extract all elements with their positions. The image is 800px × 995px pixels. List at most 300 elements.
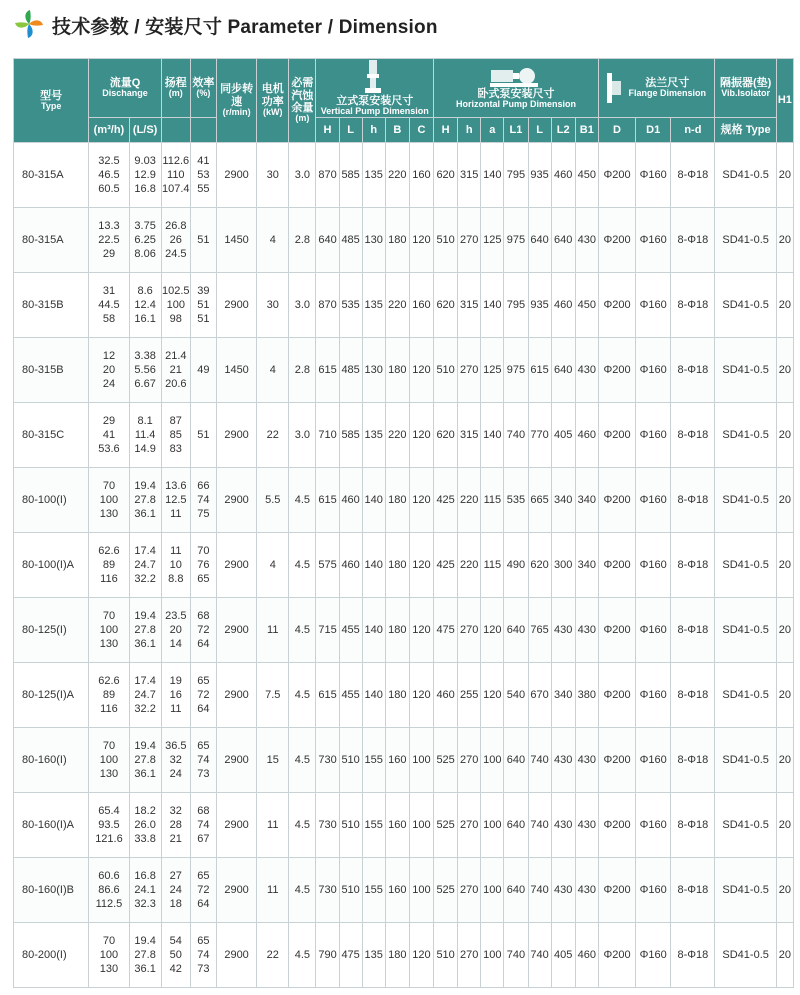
cell-efficiency-value: 55 — [197, 182, 210, 195]
cell-model: 80-315A — [14, 207, 89, 272]
cell-horizontal-2: 120 — [481, 662, 504, 727]
cell-npsh: 2.8 — [289, 207, 316, 272]
cell-flow-ls — [129, 857, 161, 922]
table-row — [14, 792, 794, 857]
cell-horizontal-2: 140 — [481, 142, 504, 207]
cell-vertical-1: 510 — [339, 727, 362, 792]
header-horizontal-3: L1 — [504, 117, 528, 142]
cell-vertical-2: 130 — [362, 207, 385, 272]
cell-flow-ls — [129, 467, 161, 532]
cell-flow-ls-value: 24.7 — [134, 688, 156, 701]
header-horizontal-pump: 卧式泵安装尺寸 Horizontal Pump Dimension — [434, 59, 599, 118]
cell-head-value: 32 — [169, 753, 182, 766]
cell-flow-ls — [129, 727, 161, 792]
header-model: 型号 Type — [14, 59, 89, 143]
cell-vertical-3: 180 — [385, 532, 409, 597]
cell-horizontal-2: 100 — [481, 792, 504, 857]
cell-horizontal-1: 270 — [458, 727, 481, 792]
cell-horizontal-5: 640 — [551, 337, 575, 402]
cell-vertical-2: 155 — [362, 727, 385, 792]
cell-horizontal-6: 450 — [575, 142, 598, 207]
cell-vertical-4: 120 — [409, 402, 433, 467]
cell-head-value: 107.4 — [162, 182, 190, 195]
cell-efficiency-value: 51 — [197, 428, 210, 441]
cell-head-value: 27 — [169, 869, 182, 882]
cell-horizontal-6: 430 — [575, 337, 598, 402]
header-head: 扬程 (m) — [161, 59, 190, 118]
header-horizontal-1: h — [458, 117, 481, 142]
header-vertical-0: H — [316, 117, 339, 142]
header-h1: H1 — [776, 59, 793, 143]
cell-vertical-0: 615 — [316, 337, 339, 402]
cell-model: 80-315B — [14, 337, 89, 402]
cell-flow-ls-value: 19.4 — [134, 609, 156, 622]
cell-horizontal-3: 740 — [504, 402, 528, 467]
cell-flow-m3h-value: 60.6 — [98, 869, 120, 882]
cell-horizontal-4: 670 — [528, 662, 551, 727]
cell-flow-m3h-value: 62.6 — [98, 674, 120, 687]
header-horizontal-2: a — [481, 117, 504, 142]
cell-vertical-0: 575 — [316, 532, 339, 597]
cell-npsh: 4.5 — [289, 467, 316, 532]
cell-power: 7.5 — [257, 662, 289, 727]
cell-horizontal-1: 270 — [458, 922, 481, 987]
cell-efficiency — [190, 792, 216, 857]
cell-efficiency-value: 64 — [197, 702, 210, 715]
cell-vertical-4: 120 — [409, 532, 433, 597]
cell-flange-0: Φ200 — [598, 922, 635, 987]
cell-vertical-3: 180 — [385, 467, 409, 532]
table-row — [14, 402, 794, 467]
cell-h1: 20 — [776, 727, 793, 792]
cell-power: 4 — [257, 532, 289, 597]
cell-vertical-2: 140 — [362, 597, 385, 662]
cell-flow-m3h — [89, 662, 129, 727]
cell-head-value: 50 — [169, 948, 182, 961]
cell-vertical-4: 100 — [409, 727, 433, 792]
cell-head — [161, 922, 190, 987]
cell-horizontal-5: 460 — [551, 272, 575, 337]
cell-efficiency — [190, 467, 216, 532]
cell-vib-type: SD41-0.5 — [715, 727, 776, 792]
cell-model: 80-200(I) — [14, 922, 89, 987]
cell-flow-ls-value: 26.0 — [134, 818, 156, 831]
cell-horizontal-4: 740 — [528, 922, 551, 987]
cell-efficiency — [190, 142, 216, 207]
cell-model: 80-100(I) — [14, 467, 89, 532]
cell-vertical-1: 510 — [339, 792, 362, 857]
cell-flow-m3h-value: 89 — [102, 688, 116, 701]
cell-horizontal-3: 975 — [504, 337, 528, 402]
cell-flange-2: 8-Φ18 — [671, 857, 715, 922]
horizontal-pump-icon — [490, 66, 538, 88]
cell-flow-ls — [129, 597, 161, 662]
cell-flow-m3h-value: 31 — [102, 284, 116, 297]
cell-horizontal-0: 525 — [434, 727, 458, 792]
cell-flow-ls-value: 11.4 — [134, 428, 156, 441]
cell-horizontal-6: 460 — [575, 402, 598, 467]
cell-flow-m3h — [89, 857, 129, 922]
cell-flow-ls-value: 19.4 — [134, 479, 156, 492]
cell-horizontal-2: 115 — [481, 467, 504, 532]
cell-speed: 2900 — [216, 142, 256, 207]
cell-flow-ls-value: 3.38 — [134, 349, 156, 362]
cell-head-value: 83 — [169, 442, 182, 455]
cell-horizontal-1: 270 — [458, 792, 481, 857]
cell-horizontal-1: 220 — [458, 467, 481, 532]
cell-flange-0: Φ200 — [598, 272, 635, 337]
cell-horizontal-4: 935 — [528, 142, 551, 207]
cell-flow-ls-value: 36.1 — [134, 767, 156, 780]
header-vertical-4: C — [409, 117, 433, 142]
cell-flow-m3h-value: 100 — [99, 753, 119, 766]
cell-horizontal-6: 380 — [575, 662, 598, 727]
cell-vertical-0: 640 — [316, 207, 339, 272]
cell-vertical-0: 730 — [316, 727, 339, 792]
cell-horizontal-1: 270 — [458, 337, 481, 402]
cell-head-value: 11 — [170, 544, 182, 557]
cell-head-value: 11 — [170, 507, 182, 520]
header-vertical-3: B — [385, 117, 409, 142]
header-vertical-1: L — [339, 117, 362, 142]
vertical-pump-icon — [365, 59, 381, 95]
cell-horizontal-6: 430 — [575, 207, 598, 272]
cell-head-value: 26 — [169, 233, 182, 246]
cell-flange-1: Φ160 — [636, 532, 671, 597]
cell-flow-m3h — [89, 727, 129, 792]
table-row — [14, 467, 794, 532]
cell-head — [161, 272, 190, 337]
cell-flange-2: 8-Φ18 — [671, 532, 715, 597]
cell-flange-1: Φ160 — [636, 922, 671, 987]
cell-flow-ls — [129, 792, 161, 857]
cell-flow-ls-value: 36.1 — [134, 962, 156, 975]
cell-vertical-0: 730 — [316, 857, 339, 922]
cell-horizontal-2: 100 — [481, 727, 504, 792]
cell-vertical-1: 460 — [339, 532, 362, 597]
cell-power: 11 — [257, 597, 289, 662]
cell-power: 11 — [257, 857, 289, 922]
cell-head-value: 87 — [169, 414, 182, 427]
cell-efficiency — [190, 337, 216, 402]
cell-power: 30 — [257, 272, 289, 337]
cell-flow-ls-value: 24.1 — [134, 883, 156, 896]
cell-head-value: 54 — [169, 934, 182, 947]
cell-power: 4 — [257, 207, 289, 272]
cell-flow-m3h-value: 89 — [102, 558, 116, 571]
cell-vertical-0: 615 — [316, 662, 339, 727]
cell-npsh: 4.5 — [289, 792, 316, 857]
cell-flange-1: Φ160 — [636, 597, 671, 662]
cell-vertical-3: 180 — [385, 922, 409, 987]
cell-head-value: 102.5 — [162, 284, 190, 297]
cell-vib-type: SD41-0.5 — [715, 337, 776, 402]
cell-flow-m3h-value: 100 — [99, 948, 119, 961]
cell-head-value: 13.6 — [165, 479, 187, 492]
cell-flow-m3h-value: 70 — [102, 609, 116, 622]
cell-flow-m3h-value: 116 — [100, 572, 118, 585]
cell-flow-m3h-value: 44.5 — [98, 298, 120, 311]
cell-flow-ls-value: 16.8 — [134, 869, 156, 882]
cell-horizontal-5: 405 — [551, 922, 575, 987]
cell-head-value: 24 — [169, 883, 182, 896]
cell-flow-ls-value: 9.03 — [134, 154, 156, 167]
cell-horizontal-4: 615 — [528, 337, 551, 402]
cell-flow-ls-value: 6.25 — [134, 233, 156, 246]
cell-horizontal-3: 640 — [504, 792, 528, 857]
cell-flange-2: 8-Φ18 — [671, 597, 715, 662]
cell-flow-ls-value: 36.1 — [134, 637, 156, 650]
cell-flow-m3h — [89, 402, 129, 467]
cell-flow-m3h — [89, 272, 129, 337]
cell-horizontal-3: 795 — [504, 272, 528, 337]
cell-speed: 2900 — [216, 597, 256, 662]
parameter-table-wrapper — [13, 58, 794, 988]
table-row — [14, 922, 794, 987]
cell-flow-ls-value: 3.75 — [134, 219, 156, 232]
cell-horizontal-6: 460 — [575, 922, 598, 987]
cell-horizontal-0: 510 — [434, 337, 458, 402]
cell-flow-ls-value: 27.8 — [134, 493, 156, 506]
cell-horizontal-2: 120 — [481, 597, 504, 662]
cell-speed: 2900 — [216, 402, 256, 467]
cell-speed: 2900 — [216, 792, 256, 857]
cell-flow-m3h — [89, 142, 129, 207]
cell-vib-type: SD41-0.5 — [715, 662, 776, 727]
cell-flow-m3h — [89, 922, 129, 987]
cell-vib-type: SD41-0.5 — [715, 792, 776, 857]
cell-efficiency-value: 67 — [197, 832, 210, 845]
cell-model: 80-125(I) — [14, 597, 89, 662]
cell-h1: 20 — [776, 337, 793, 402]
cell-horizontal-5: 300 — [551, 532, 575, 597]
cell-horizontal-4: 640 — [528, 207, 551, 272]
cell-horizontal-0: 525 — [434, 857, 458, 922]
cell-head-value: 8.8 — [168, 572, 184, 585]
cell-model: 80-315B — [14, 272, 89, 337]
cell-vib-type: SD41-0.5 — [715, 207, 776, 272]
cell-speed: 2900 — [216, 532, 256, 597]
cell-head-value: 24.5 — [165, 247, 187, 260]
cell-flow-m3h — [89, 207, 129, 272]
cell-vertical-4: 120 — [409, 207, 433, 272]
header-flow-ls: (L/S) — [129, 117, 161, 142]
cell-flange-1: Φ160 — [636, 337, 671, 402]
cell-vertical-2: 135 — [362, 402, 385, 467]
cell-vertical-2: 140 — [362, 467, 385, 532]
cell-power: 22 — [257, 922, 289, 987]
cell-efficiency-value: 72 — [197, 883, 210, 896]
cell-horizontal-5: 430 — [551, 857, 575, 922]
cell-flange-0: Φ200 — [598, 532, 635, 597]
cell-vertical-3: 180 — [385, 597, 409, 662]
cell-speed: 1450 — [216, 207, 256, 272]
cell-model: 80-315A — [14, 142, 89, 207]
cell-efficiency — [190, 207, 216, 272]
cell-horizontal-0: 425 — [434, 467, 458, 532]
cell-vertical-4: 160 — [409, 142, 433, 207]
cell-efficiency — [190, 922, 216, 987]
cell-head-value: 32 — [169, 804, 182, 817]
cell-vib-type: SD41-0.5 — [715, 402, 776, 467]
cell-head — [161, 857, 190, 922]
cell-horizontal-5: 640 — [551, 207, 575, 272]
cell-flow-m3h-value: 29 — [102, 414, 116, 427]
header-flange-1: D1 — [636, 117, 671, 142]
table-row — [14, 662, 794, 727]
cell-efficiency — [190, 727, 216, 792]
cell-vertical-4: 120 — [409, 597, 433, 662]
cell-horizontal-4: 665 — [528, 467, 551, 532]
header-power: 电机功率 (kW) — [257, 59, 289, 143]
cell-h1: 20 — [776, 792, 793, 857]
header-vertical-2: h — [362, 117, 385, 142]
cell-horizontal-3: 795 — [504, 142, 528, 207]
cell-efficiency-value: 41 — [197, 154, 210, 167]
cell-head-value: 28 — [169, 818, 182, 831]
cell-flange-0: Φ200 — [598, 337, 635, 402]
cell-flange-2: 8-Φ18 — [671, 727, 715, 792]
cell-flow-ls-value: 27.8 — [134, 623, 156, 636]
cell-efficiency-value: 74 — [197, 493, 210, 506]
cell-horizontal-3: 535 — [504, 467, 528, 532]
cell-vib-type: SD41-0.5 — [715, 922, 776, 987]
cell-horizontal-4: 935 — [528, 272, 551, 337]
cell-flange-1: Φ160 — [636, 402, 671, 467]
cell-vertical-0: 715 — [316, 597, 339, 662]
cell-vertical-2: 140 — [362, 662, 385, 727]
cell-efficiency-value: 74 — [197, 948, 210, 961]
cell-horizontal-4: 765 — [528, 597, 551, 662]
cell-flow-m3h-value: 20 — [102, 363, 116, 376]
cell-flow-m3h-value: 70 — [102, 479, 116, 492]
cell-flange-2: 8-Φ18 — [671, 402, 715, 467]
cell-speed: 2900 — [216, 922, 256, 987]
cell-model: 80-160(I)A — [14, 792, 89, 857]
cell-vertical-4: 120 — [409, 337, 433, 402]
cell-head-value: 11 — [170, 702, 182, 715]
cell-vertical-3: 220 — [385, 272, 409, 337]
cell-flange-0: Φ200 — [598, 467, 635, 532]
cell-horizontal-6: 430 — [575, 792, 598, 857]
cell-horizontal-5: 430 — [551, 597, 575, 662]
cell-vertical-2: 135 — [362, 922, 385, 987]
cell-efficiency-value: 65 — [197, 739, 210, 752]
table-row — [14, 532, 794, 597]
header-horizontal-5: L2 — [551, 117, 575, 142]
cell-efficiency-value: 72 — [197, 688, 210, 701]
cell-flange-2: 8-Φ18 — [671, 142, 715, 207]
cell-flow-m3h-value: 70 — [102, 934, 116, 947]
cell-head-value: 10 — [169, 558, 182, 571]
cell-flow-m3h-value: 112.5 — [95, 897, 123, 910]
cell-efficiency-value: 51 — [197, 233, 210, 246]
cell-npsh: 2.8 — [289, 337, 316, 402]
cell-horizontal-5: 340 — [551, 662, 575, 727]
cell-h1: 20 — [776, 207, 793, 272]
cell-horizontal-1: 315 — [458, 142, 481, 207]
cell-flow-m3h — [89, 597, 129, 662]
cell-flange-0: Φ200 — [598, 727, 635, 792]
cell-efficiency-value: 65 — [197, 674, 210, 687]
cell-flange-2: 8-Φ18 — [671, 272, 715, 337]
cell-flow-ls-value: 27.8 — [134, 948, 156, 961]
cell-head — [161, 532, 190, 597]
cell-power: 5.5 — [257, 467, 289, 532]
header-flow: 流量Q Dischange — [89, 59, 161, 118]
cell-flow-ls — [129, 142, 161, 207]
header-flange-2: n-d — [671, 117, 715, 142]
cell-flow-m3h-value: 65.4 — [98, 804, 120, 817]
cell-flow-m3h-value: 60.5 — [98, 182, 120, 195]
cell-head-value: 23.5 — [165, 609, 187, 622]
cell-model: 80-160(I) — [14, 727, 89, 792]
cell-head-value: 100 — [166, 298, 185, 311]
cell-horizontal-3: 490 — [504, 532, 528, 597]
table-row — [14, 337, 794, 402]
cell-speed: 1450 — [216, 337, 256, 402]
cell-efficiency — [190, 402, 216, 467]
cell-flange-0: Φ200 — [598, 402, 635, 467]
cell-model: 80-100(I)A — [14, 532, 89, 597]
cell-horizontal-1: 255 — [458, 662, 481, 727]
cell-vertical-4: 120 — [409, 662, 433, 727]
cell-efficiency-value: 74 — [197, 753, 210, 766]
cell-head-value: 85 — [169, 428, 182, 441]
cell-head-value: 14 — [169, 637, 182, 650]
cell-head-value: 26.8 — [165, 219, 187, 232]
cell-flange-2: 8-Φ18 — [671, 662, 715, 727]
cell-horizontal-2: 115 — [481, 532, 504, 597]
cell-vertical-3: 180 — [385, 337, 409, 402]
cell-horizontal-2: 140 — [481, 402, 504, 467]
cell-head-value: 21 — [169, 363, 182, 376]
cell-head-value: 12.5 — [165, 493, 187, 506]
cell-efficiency-value: 65 — [197, 869, 210, 882]
cell-flow-m3h-value: 130 — [99, 507, 119, 520]
pinwheel-logo-icon — [14, 9, 44, 39]
cell-flow-ls — [129, 402, 161, 467]
cell-horizontal-6: 430 — [575, 857, 598, 922]
cell-flange-1: Φ160 — [636, 857, 671, 922]
cell-horizontal-0: 620 — [434, 402, 458, 467]
cell-flow-m3h-value: 100 — [99, 623, 119, 636]
cell-power: 15 — [257, 727, 289, 792]
cell-horizontal-3: 740 — [504, 922, 528, 987]
cell-horizontal-0: 475 — [434, 597, 458, 662]
cell-flow-ls — [129, 337, 161, 402]
cell-h1: 20 — [776, 662, 793, 727]
cell-head — [161, 727, 190, 792]
cell-speed: 2900 — [216, 662, 256, 727]
cell-efficiency-value: 73 — [197, 767, 210, 780]
cell-flow-ls — [129, 207, 161, 272]
cell-flange-1: Φ160 — [636, 662, 671, 727]
cell-flange-2: 8-Φ18 — [671, 207, 715, 272]
cell-npsh: 3.0 — [289, 402, 316, 467]
cell-vertical-0: 790 — [316, 922, 339, 987]
cell-flow-m3h — [89, 337, 129, 402]
cell-power: 22 — [257, 402, 289, 467]
cell-npsh: 4.5 — [289, 922, 316, 987]
cell-npsh: 4.5 — [289, 597, 316, 662]
cell-flow-m3h-value: 13.3 — [98, 219, 120, 232]
cell-flange-2: 8-Φ18 — [671, 922, 715, 987]
cell-head-value: 20.6 — [165, 377, 187, 390]
cell-vib-type: SD41-0.5 — [715, 467, 776, 532]
cell-horizontal-4: 740 — [528, 792, 551, 857]
header-flange: 法兰尺寸 Flange Dimension — [598, 59, 715, 118]
